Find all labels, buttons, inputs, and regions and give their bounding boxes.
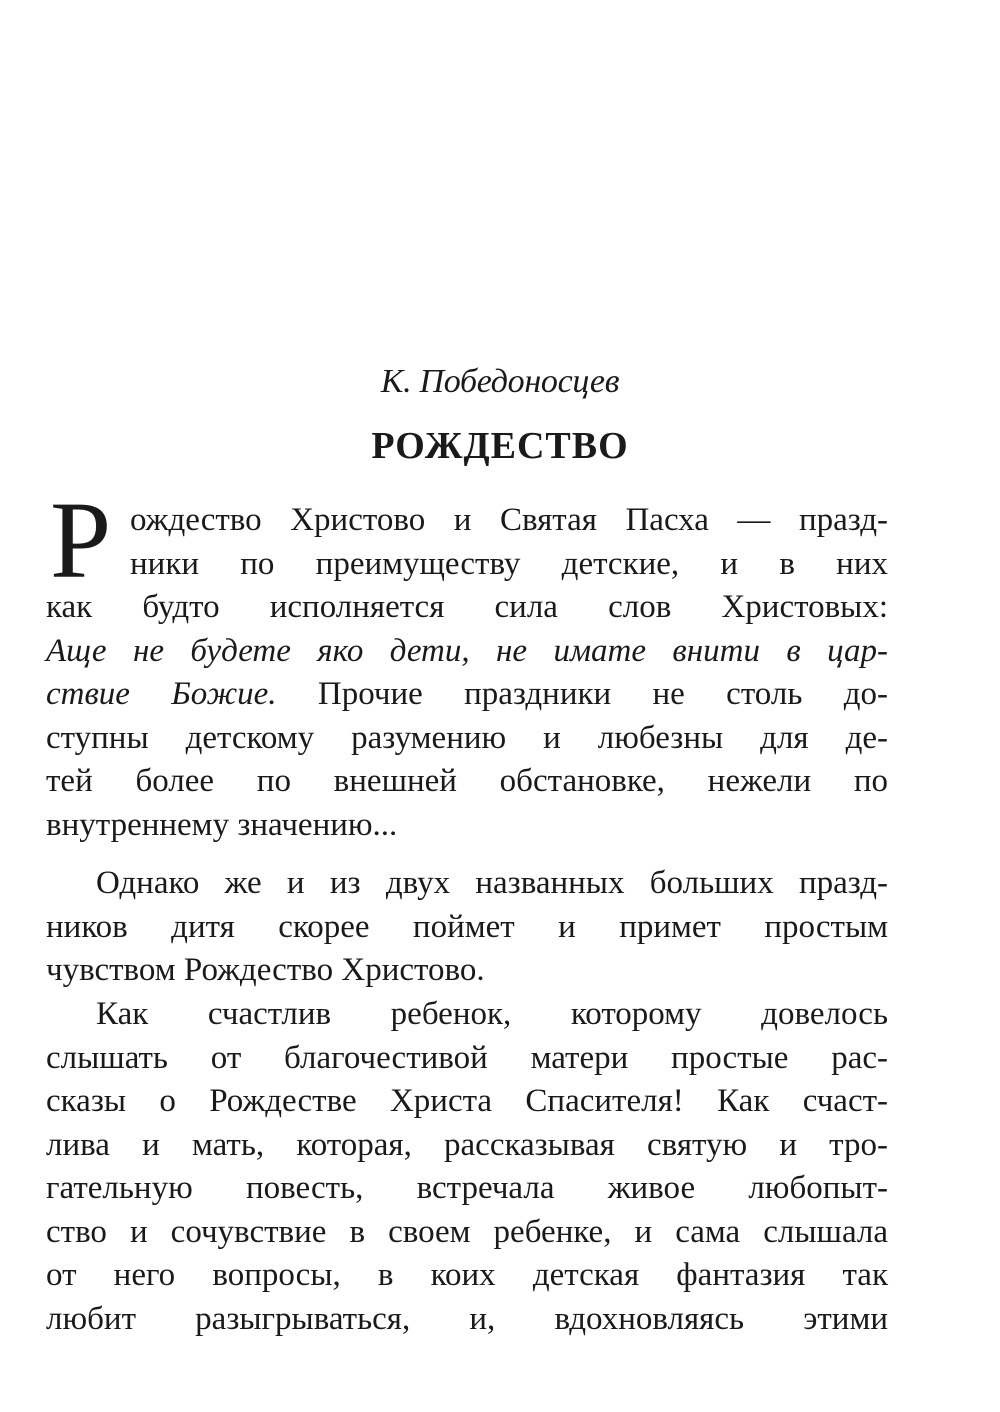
italic-quote-end: ствие Божие. (46, 676, 277, 712)
text-line (46, 630, 888, 674)
paragraph-3 (46, 993, 888, 1341)
text-line: Как счастлив ребенок, которому довелось (96, 996, 888, 1032)
text-line: слышать от благочестивой матери простые рас- (46, 1039, 888, 1076)
italic-quote: Аще не будете яко дети, не имате внити в цар- (46, 632, 888, 669)
text-line: от него вопросы, в коих детская фантазия так (46, 1257, 888, 1293)
text-line: ники по преимуществу детские, и в них (130, 545, 888, 582)
text-line: чувством Рождество Христово. (46, 952, 485, 988)
text-line: внутреннему значению... (46, 806, 398, 843)
paragraph-1 (46, 479, 889, 847)
text-line: ождество Христово и Святая Пасха — празд- (130, 502, 888, 538)
text-line: гательную повесть, встречала живое любопыт- (46, 1170, 888, 1206)
text-line: как будто исполняется сила слов Христовых: (46, 589, 888, 625)
text-line (46, 673, 888, 717)
text-line: ство и сочувствие в своем ребенке, и сама слышала (46, 1213, 888, 1250)
author-name: К. Победоносцев (380, 363, 620, 400)
text-line: тей более по внешней обстановке, нежели по (46, 763, 888, 799)
page-title: РОЖДЕСТВО (371, 425, 629, 467)
drop-cap-letter: Р (50, 479, 112, 601)
text-line-rest: Прочие праздники не столь до- (276, 676, 889, 712)
text-line: ступны детскому разумению и любезны для де- (46, 719, 888, 756)
text-line: сказы о Рождестве Христа Спасителя! Как счаст- (46, 1083, 888, 1119)
text-line: любит разыгрываться, и, вдохновляясь этими (46, 1300, 888, 1337)
text-line: Однако же и из двух названных больших празд- (96, 865, 888, 901)
paragraph-2 (46, 862, 888, 993)
text-line: лива и мать, которая, рассказывая святую и тро- (46, 1126, 888, 1163)
text-line: ников дитя скорее поймет и примет простым (46, 908, 888, 945)
